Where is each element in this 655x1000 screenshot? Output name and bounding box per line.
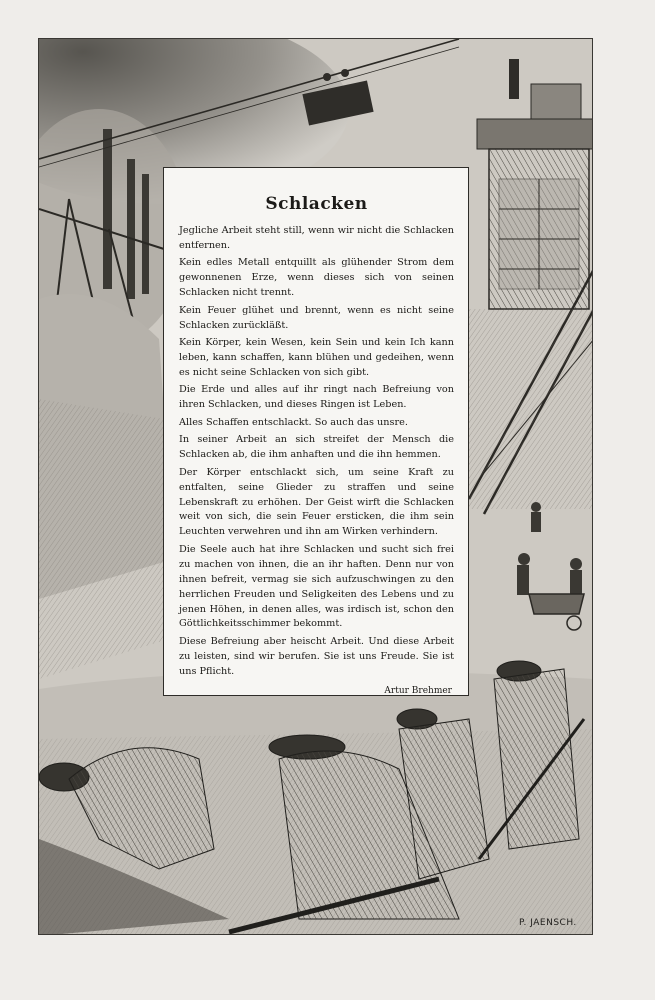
poem-paragraph: Die Seele auch hat ihre Schlacken und sucht sich frei zu machen von ihnen, die an ihr haften. Denn nur von ihnen befreit, vermag sie sich aufzuschwingen zu den herrlichen Freuden und Seligkeiten des Lebens und zu jenen Höhen, in denen alles, was irdisch ist, schon den Göttlichkeitsschimmer bekommt.: [179, 543, 454, 630]
poem-paragraph: Kein edles Metall entquillt als glühender Strom dem gewonnenen Erze, wenn dieses sich von seinen Schlacken nicht trennt.: [179, 257, 454, 299]
poem-paragraph: Alles Schaffen entschlackt. So auch das unsre.: [179, 416, 408, 428]
poem-paragraph: Der Körper entschlackt sich, um seine Kraft zu entfalten, seine Glieder zu straffen und seine Lebenskraft zu erhöhen. Der Geist wirft die Schlacken weit von sich, die sein Feuer ersticken, die ihm sein Leuchten verwehren und ihn am Wirken verhindern.: [179, 466, 454, 538]
poem-paragraph: In seiner Arbeit an sich streifet der Mensch die Schlacken ab, die ihm anhaften und die ihn hemmen.: [179, 434, 454, 461]
poem-paragraph: Diese Befreiung aber heischt Arbeit. Und diese Arbeit zu leisten, sind wir berufen. Sie ist uns Freude. Sie ist uns Pflicht.: [179, 635, 454, 677]
poem-paragraph: Kein Feuer glühet und brennt, wenn es nicht seine Schlacken zurückläßt.: [179, 304, 454, 331]
artist-signature: P. JAENSCH.: [519, 918, 577, 928]
poem-paragraph: Die Erde und alles auf ihr ringt nach Befreiung von ihren Schlacken, und dieses Ringen ist Leben.: [179, 384, 454, 411]
poem-text-panel: [163, 167, 469, 696]
poem-title: Schlacken: [265, 194, 368, 214]
poem-paragraph: Jegliche Arbeit steht still, wenn wir nicht die Schlacken entfernen.: [179, 225, 454, 251]
poem-author: Artur Brehmer: [384, 685, 452, 696]
poem-paragraph: Kein Körper, kein Wesen, kein Sein und kein Ich kann leben, kann schaffen, kann blühen und gedeihen, wenn es nicht seine Schlacken von sich gibt.: [179, 337, 454, 378]
